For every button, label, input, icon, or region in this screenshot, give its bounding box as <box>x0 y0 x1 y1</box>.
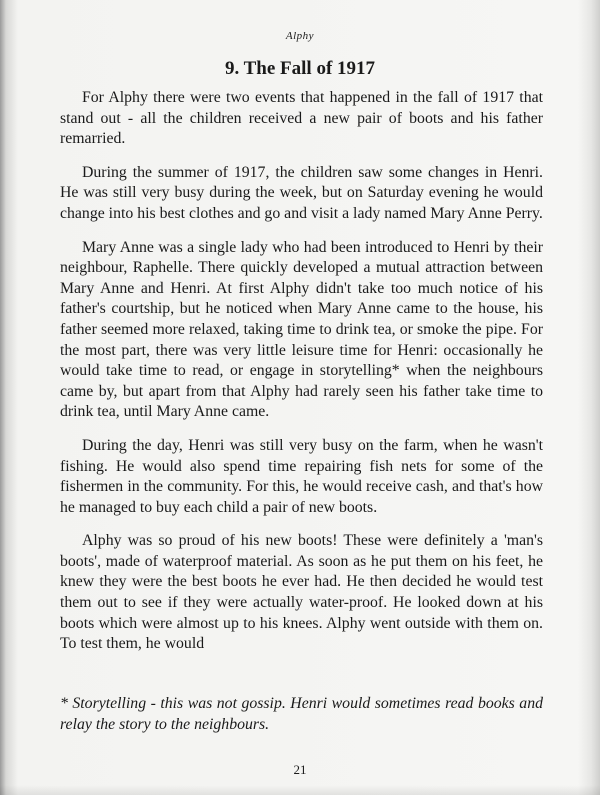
paragraph: During the summer of 1917, the children saw some changes in Henri. He was still very busy during the week, but on Saturday evening he would change into his best clothes and go and visit a lady named Mary Anne Perry. <box>60 163 543 222</box>
page-number: 21 <box>293 762 307 777</box>
footnote: * Storytelling - this was not gossip. Henri would sometimes read books and relay the story to the neighbours. <box>60 695 543 733</box>
page-edge-shadow <box>578 0 600 795</box>
chapter-title: 9. The Fall of 1917 <box>224 58 376 79</box>
running-header: Alphy <box>285 30 315 42</box>
body-text <box>60 88 543 668</box>
paragraph: Mary Anne was a single lady who had been introduced to Henri by their neighbour, Raphelle. There quickly developed a mutual attraction between Mary Anne and Henri. At first Alphy didn't take too much notice of his father's courtship, but he noticed when Mary Anne came to the house, his father seemed more relaxed, taking time to drink tea, or smoke the pipe. For the most part, there was very little leisure time for Henri: occasionally he would take time to read, or engage in storytelling* when the neighbours came by, but apart from that Alphy had rarely seen his father take time to drink tea, until Mary Anne came. <box>60 238 543 421</box>
paragraph: During the day, Henri was still very busy on the farm, when he wasn't fishing. He would also spend time repairing fish nets for some of the fishermen in the community. For this, he would receive cash, and that's how he managed to buy each child a pair of new boots. <box>60 436 543 516</box>
page-bottom-shadow <box>0 785 600 795</box>
paragraph: For Alphy there were two events that happened in the fall of 1917 that stand out - all the children received a new pair of boots and his father remarried. <box>60 89 543 148</box>
paragraph: Alphy was so proud of his new boots! These were definitely a 'man's boots', made of waterproof material. As soon as he put them on his feet, he knew they were the best boots he ever had. He then decided he would test them out to see if they were actually water-proof. He looked down at his boots which were almost up to his knees. Alphy went outside with them on. To test them, he would <box>60 532 543 653</box>
